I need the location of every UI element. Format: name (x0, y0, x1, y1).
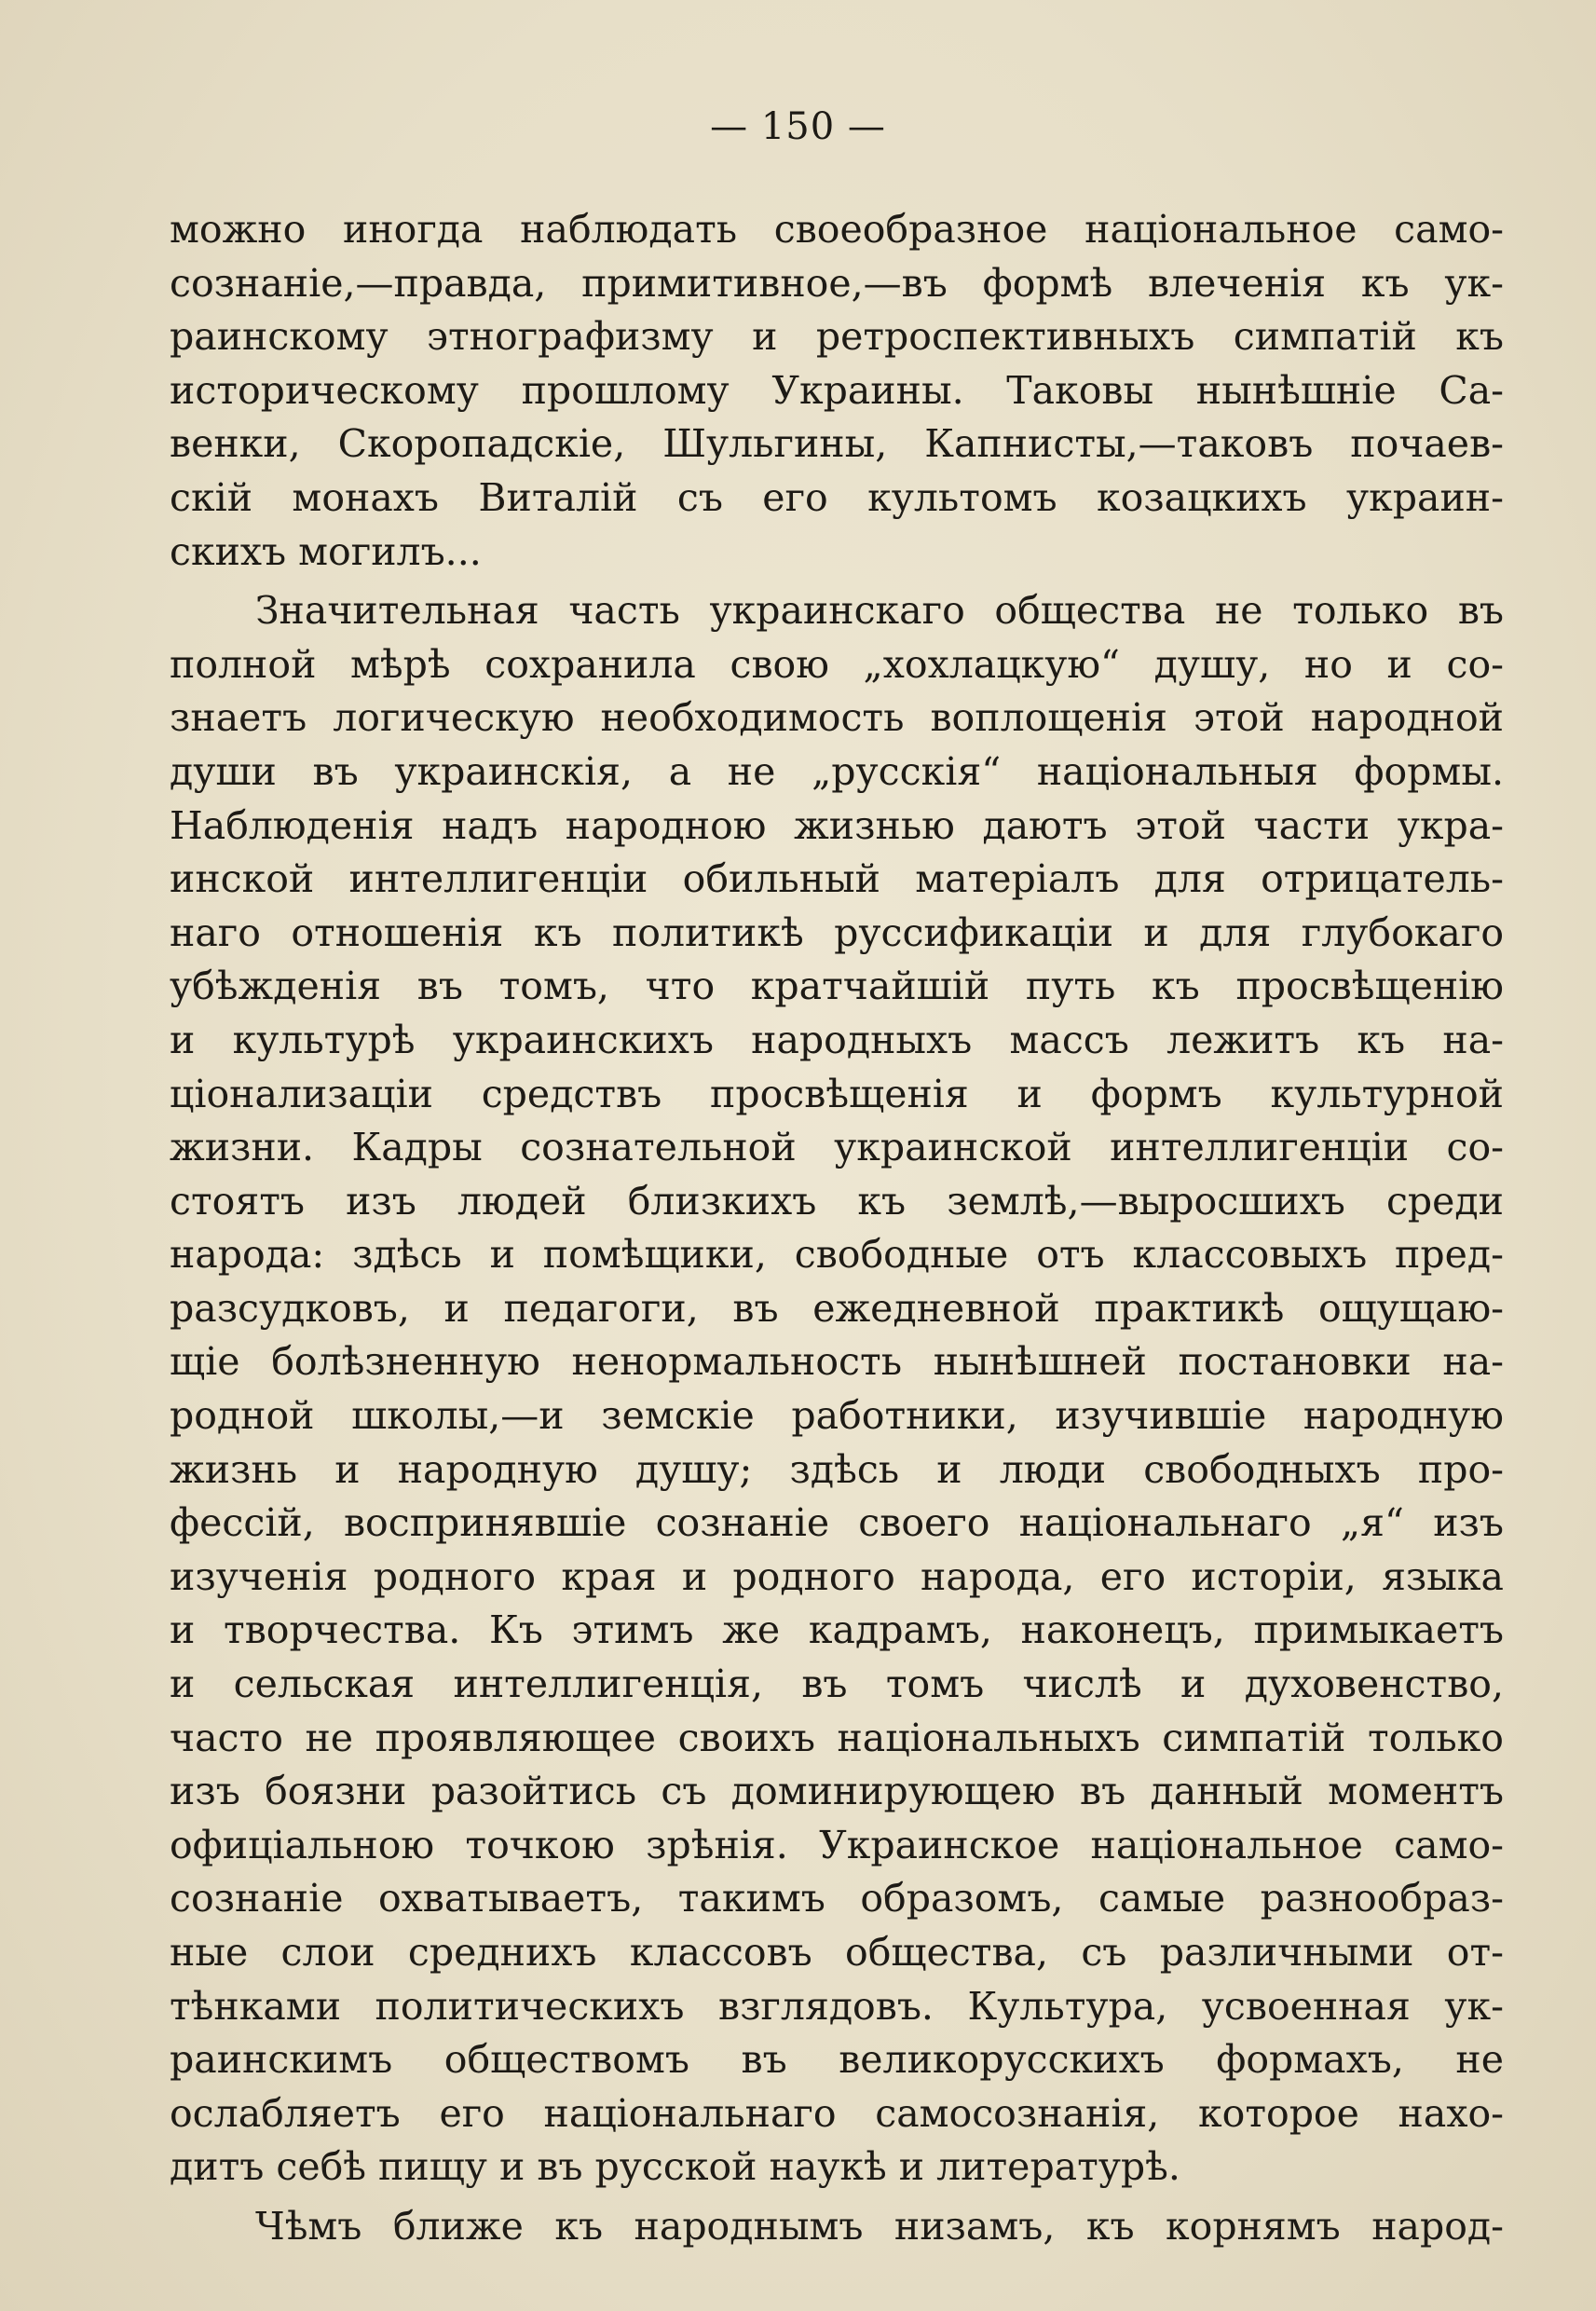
text-line: изъ боязни разойтись съ доминирующею въ данный моментъ (170, 1769, 1504, 1814)
text-line: жизнь и народную душу; здѣсь и люди свободныхъ про- (170, 1446, 1504, 1492)
paragraph-1 (170, 203, 1504, 579)
text-line: знаетъ логическую необходимость воплощенія этой народной (170, 695, 1504, 741)
text-line: фессій, воспринявшіе сознаніе своего національнаго „я“ изъ (170, 1500, 1504, 1546)
text-line: Значительная часть украинскаго общества не только въ (255, 588, 1504, 634)
text-line: венки, Скоропадскіе, Шульгины, Капнисты,—таковъ почаев- (170, 421, 1504, 467)
text-line: Наблюденія надъ народною жизнью даютъ этой части укра- (170, 802, 1504, 848)
text-line: инской интеллигенціи обильный матеріалъ для отрицатель- (170, 856, 1504, 902)
text-line: щіе болѣзненную ненормальность нынѣшней постановки на- (170, 1339, 1504, 1385)
body-text (170, 203, 1504, 2254)
paragraph-3 (170, 2200, 1504, 2254)
text-line: полной мѣрѣ сохранила свою „хохлацкую“ душу, но и со- (170, 641, 1504, 687)
text-line: сознаніе охватываетъ, такимъ образомъ, самые разнообраз- (170, 1876, 1504, 1921)
text-line: Чѣмъ ближе къ народнымъ низамъ, къ корнямъ народ- (255, 2203, 1504, 2249)
text-line: родной школы,—и земскіе работники, изучившіе народную (170, 1393, 1504, 1439)
text-line: и культурѣ украинскихъ народныхъ массъ лежитъ къ на- (170, 1017, 1504, 1062)
text-line: ціонализаціи средствъ просвѣщенія и формъ культурной (170, 1071, 1504, 1116)
text-line: часто не проявляющее своихъ національныхъ симпатій только (170, 1715, 1504, 1760)
text-line: сознаніе,—правда, примитивное,—въ формѣ влеченія къ ук- (170, 260, 1504, 306)
paragraph-2 (170, 584, 1504, 2195)
text-line: наго отношенія къ политикѣ руссификаціи и для глубокаго (170, 909, 1504, 955)
text-line: тѣнками политическихъ взглядовъ. Культура, усвоенная ук- (170, 1983, 1504, 2029)
page-number: — 150 — (710, 105, 886, 148)
text-line: скихъ могилъ... (170, 528, 482, 574)
text-line: раинскому этнографизму и ретроспективныхъ симпатій къ (170, 314, 1504, 360)
text-line: раинскимъ обществомъ въ великорусскихъ формахъ, не (170, 2037, 1504, 2083)
text-line: скій монахъ Виталій съ его культомъ козацкихъ украин- (170, 474, 1504, 520)
text-line: души въ украинскія, а не „русскія“ національныя формы. (170, 748, 1504, 794)
text-line: офиціальною точкою зрѣнія. Украинское національное само- (170, 1822, 1504, 1867)
text-line: можно иногда наблюдать своеобразное національное само- (170, 207, 1504, 252)
text-line: жизни. Кадры сознательной украинской интеллигенціи со- (170, 1125, 1504, 1170)
text-line: изученія родного края и родного народа, его исторіи, языка (170, 1553, 1504, 1599)
text-line: и сельская интеллигенція, въ томъ числѣ и духовенство, (170, 1661, 1504, 1707)
text-line: ные слои среднихъ классовъ общества, съ различными от- (170, 1930, 1504, 1975)
text-line: народа: здѣсь и помѣщики, свободные отъ классовыхъ пред- (170, 1232, 1504, 1278)
text-line: стоятъ изъ людей близкихъ къ землѣ,—выросшихъ среди (170, 1178, 1504, 1224)
text-line: историческому прошлому Украины. Таковы нынѣшніе Са- (170, 367, 1504, 413)
text-line: разсудковъ, и педагоги, въ ежедневной практикѣ ощущаю- (170, 1285, 1504, 1331)
text-line: дитъ себѣ пищу и въ русской наукѣ и литературѣ. (170, 2144, 1180, 2190)
text-line: и творчества. Къ этимъ же кадрамъ, наконецъ, примыкаетъ (170, 1607, 1504, 1653)
text-line: ослабляетъ его національнаго самосознанія, которое нахо- (170, 2090, 1504, 2136)
text-line: убѣжденія въ томъ, что кратчайшій путь къ просвѣщенію (170, 964, 1504, 1009)
